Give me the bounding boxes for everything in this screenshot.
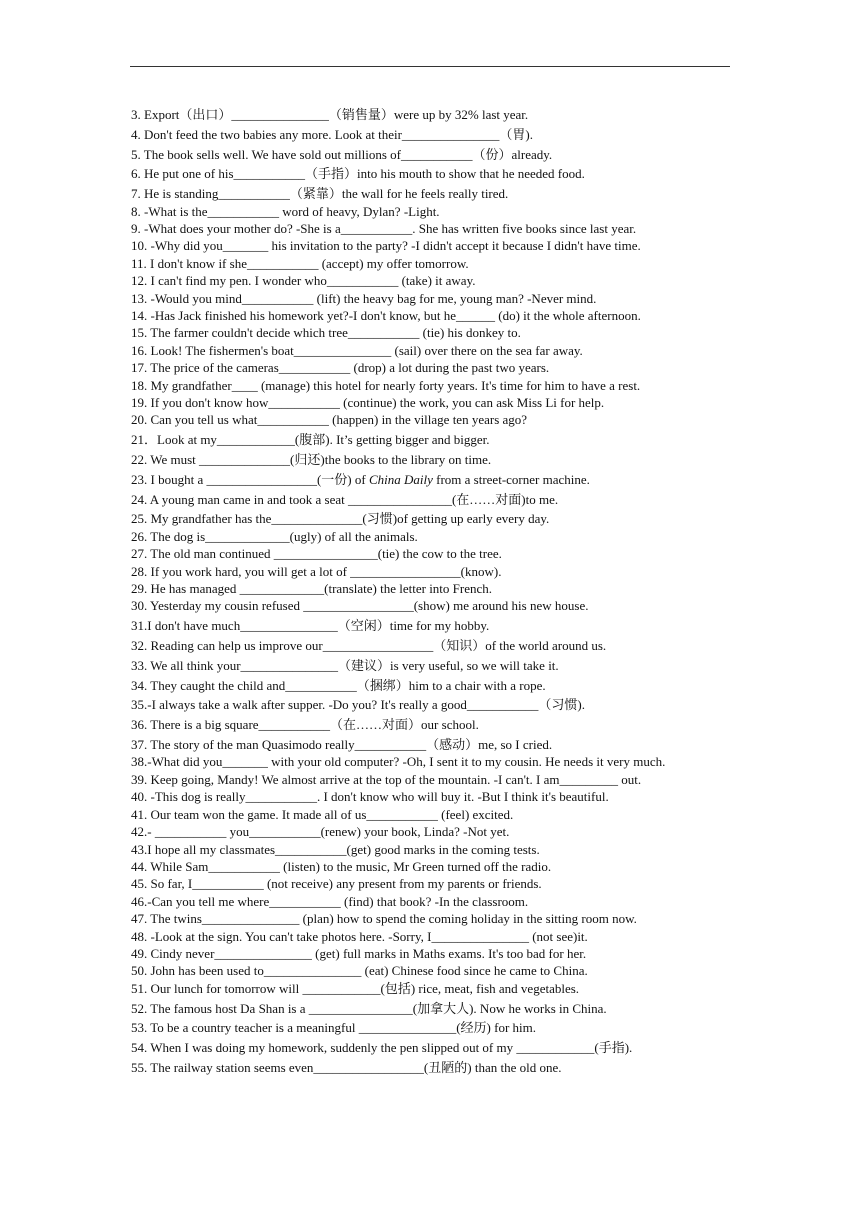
question-23-start: 23. I bought a _________________(一份) of (131, 471, 369, 487)
question-36: 36. There is a big square___________（在……对面）our school. (131, 717, 479, 733)
question-15: 15. The farmer couldn't decide which tree___________ (tie) his donkey to. (131, 325, 521, 341)
question-55: 55. The railway station seems even_________________(丑陋的) than the old one. (131, 1059, 562, 1075)
header-rule (130, 66, 730, 67)
question-17: 17. The price of the cameras___________ (drop) a lot during the past two years. (131, 360, 550, 376)
question-6: 6. He put one of his___________（手指）into his mouth to show that he needed food. (131, 166, 585, 182)
question-31: 31.I don't have much_______________（空闲）time for my hobby. (131, 618, 490, 634)
question-39: 39. Keep going, Mandy! We almost arrive at the top of the mountain. -I can't. I am_________ out. (131, 771, 642, 787)
question-10: 10. -Why did you_______ his invitation to the party? -I didn't accept it because I didn't have time. (131, 238, 641, 254)
question-46: 46.-Can you tell me where___________ (find) that book? -In the classroom. (131, 893, 529, 909)
question-43: 43.I hope all my classmates___________(get) good marks in the coming tests. (131, 841, 540, 857)
question-35: 35.-I always take a walk after supper. -Do you? It's really a good___________（习惯). (131, 697, 585, 713)
question-54: 54. When I was doing my homework, suddenly the pen slipped out of my ____________(手指). (131, 1040, 633, 1056)
question-28: 28. If you work hard, you will get a lot of _________________(know). (131, 563, 502, 579)
question-8: 8. -What is the___________ word of heavy, Dylan? -Light. (131, 203, 440, 219)
exercise-list (131, 106, 731, 1076)
question-25: 25. My grandfather has the______________(习惯)of getting up early every day. (131, 511, 550, 527)
question-18: 18. My grandfather____ (manage) this hotel for nearly forty years. It's time for him to have a rest. (131, 377, 641, 393)
question-9: 9. -What does your mother do? -She is a___________. She has written five books since last year. (131, 221, 637, 236)
question-23 (131, 471, 731, 488)
question-11: 11. I don't know if she___________ (accept) my offer tomorrow. (131, 255, 469, 271)
question-21: 21．Look at my____________(腹部). It’s getting bigger and bigger. (131, 432, 490, 448)
newspaper-title: China Daily (368, 471, 433, 487)
question-24: 24. A young man came in and took a seat ________________(在……对面)to me. (131, 491, 559, 507)
question-19: 19. If you don't know how___________ (continue) the work, you can ask Miss Li for help. (131, 395, 605, 411)
question-51: 51. Our lunch for tomorrow will ____________(包括) rice, meat, fish and vegetables. (131, 980, 580, 996)
question-3: 3. Export（出口）_______________（销售量）were up by 32% last year. (131, 107, 529, 122)
question-26: 26. The dog is_____________(ugly) of all the animals. (131, 528, 418, 544)
question-4: 4. Don't feed the two babies any more. Look at their_______________（胃). (131, 126, 534, 142)
question-13: 13. -Would you mind___________ (lift) the heavy bag for me, young man? -Never mind. (131, 290, 597, 306)
question-7: 7. He is standing___________（紧靠）the wall for he feels really tired. (131, 186, 509, 202)
question-30: 30. Yesterday my cousin refused _________________(show) me around his new house. (131, 598, 589, 614)
question-42: 42.- ___________ you___________(renew) your book, Linda? -Not yet. (131, 824, 510, 840)
question-22: 22. We must ______________(归还)the books to the library on time. (131, 452, 492, 468)
question-44: 44. While Sam___________ (listen) to the music, Mr Green turned off the radio. (131, 858, 552, 874)
question-47: 47. The twins_______________ (plan) how to spend the coming holiday in the sitting room now. (131, 911, 637, 927)
question-29: 29. He has managed _____________(translate) the letter into French. (131, 581, 493, 597)
question-40: 40. -This dog is really___________. I don't know who will buy it. -But I think it's beautiful. (131, 789, 609, 805)
question-33: 33. We all think your_______________（建议）is very useful, so we will take it. (131, 657, 559, 673)
question-41: 41. Our team won the game. It made all of us___________ (feel) excited. (131, 806, 514, 822)
question-52: 52. The famous host Da Shan is a ________________(加拿大人). Now he works in China. (131, 1000, 607, 1016)
question-48: 48. -Look at the sign. You can't take photos here. -Sorry, I_______________ (not see)it. (131, 928, 588, 944)
question-12: 12. I can't find my pen. I wonder who___________ (take) it away. (131, 273, 476, 289)
question-34: 34. They caught the child and___________（捆绑）him to a chair with a rope. (131, 677, 546, 693)
question-16: 16. Look! The fishermen's boat_______________ (sail) over there on the sea far away. (131, 342, 583, 358)
question-53: 53. To be a country teacher is a meaningful _______________(经历) for him. (131, 1020, 537, 1036)
question-14: 14. -Has Jack finished his homework yet?-I don't know, but he______ (do) it the whole afternoon. (131, 308, 641, 324)
question-38: 38.-What did you_______ with your old computer? -Oh, I sent it to my cousin. He needs it very much. (131, 754, 666, 770)
question-49: 49. Cindy never_______________ (get) full marks in Maths exams. It's too bad for her. (131, 945, 587, 961)
question-27: 27. The old man continued ________________(tie) the cow to the tree. (131, 546, 502, 562)
question-50: 50. John has been used to_______________ (eat) Chinese food since he came to China. (131, 963, 588, 979)
question-37: 37. The story of the man Quasimodo really___________（感动）me, so I cried. (131, 737, 553, 753)
question-20: 20. Can you tell us what___________ (happen) in the village ten years ago? (131, 412, 528, 428)
question-45: 45. So far, I___________ (not receive) any present from my parents or friends. (131, 876, 542, 892)
question-5: 5. The book sells well. We have sold out millions of___________（份）already. (131, 146, 553, 162)
question-23-end: from a street-corner machine. (432, 471, 590, 487)
question-32: 32. Reading can help us improve our_________________（知识）of the world around us. (131, 638, 607, 654)
